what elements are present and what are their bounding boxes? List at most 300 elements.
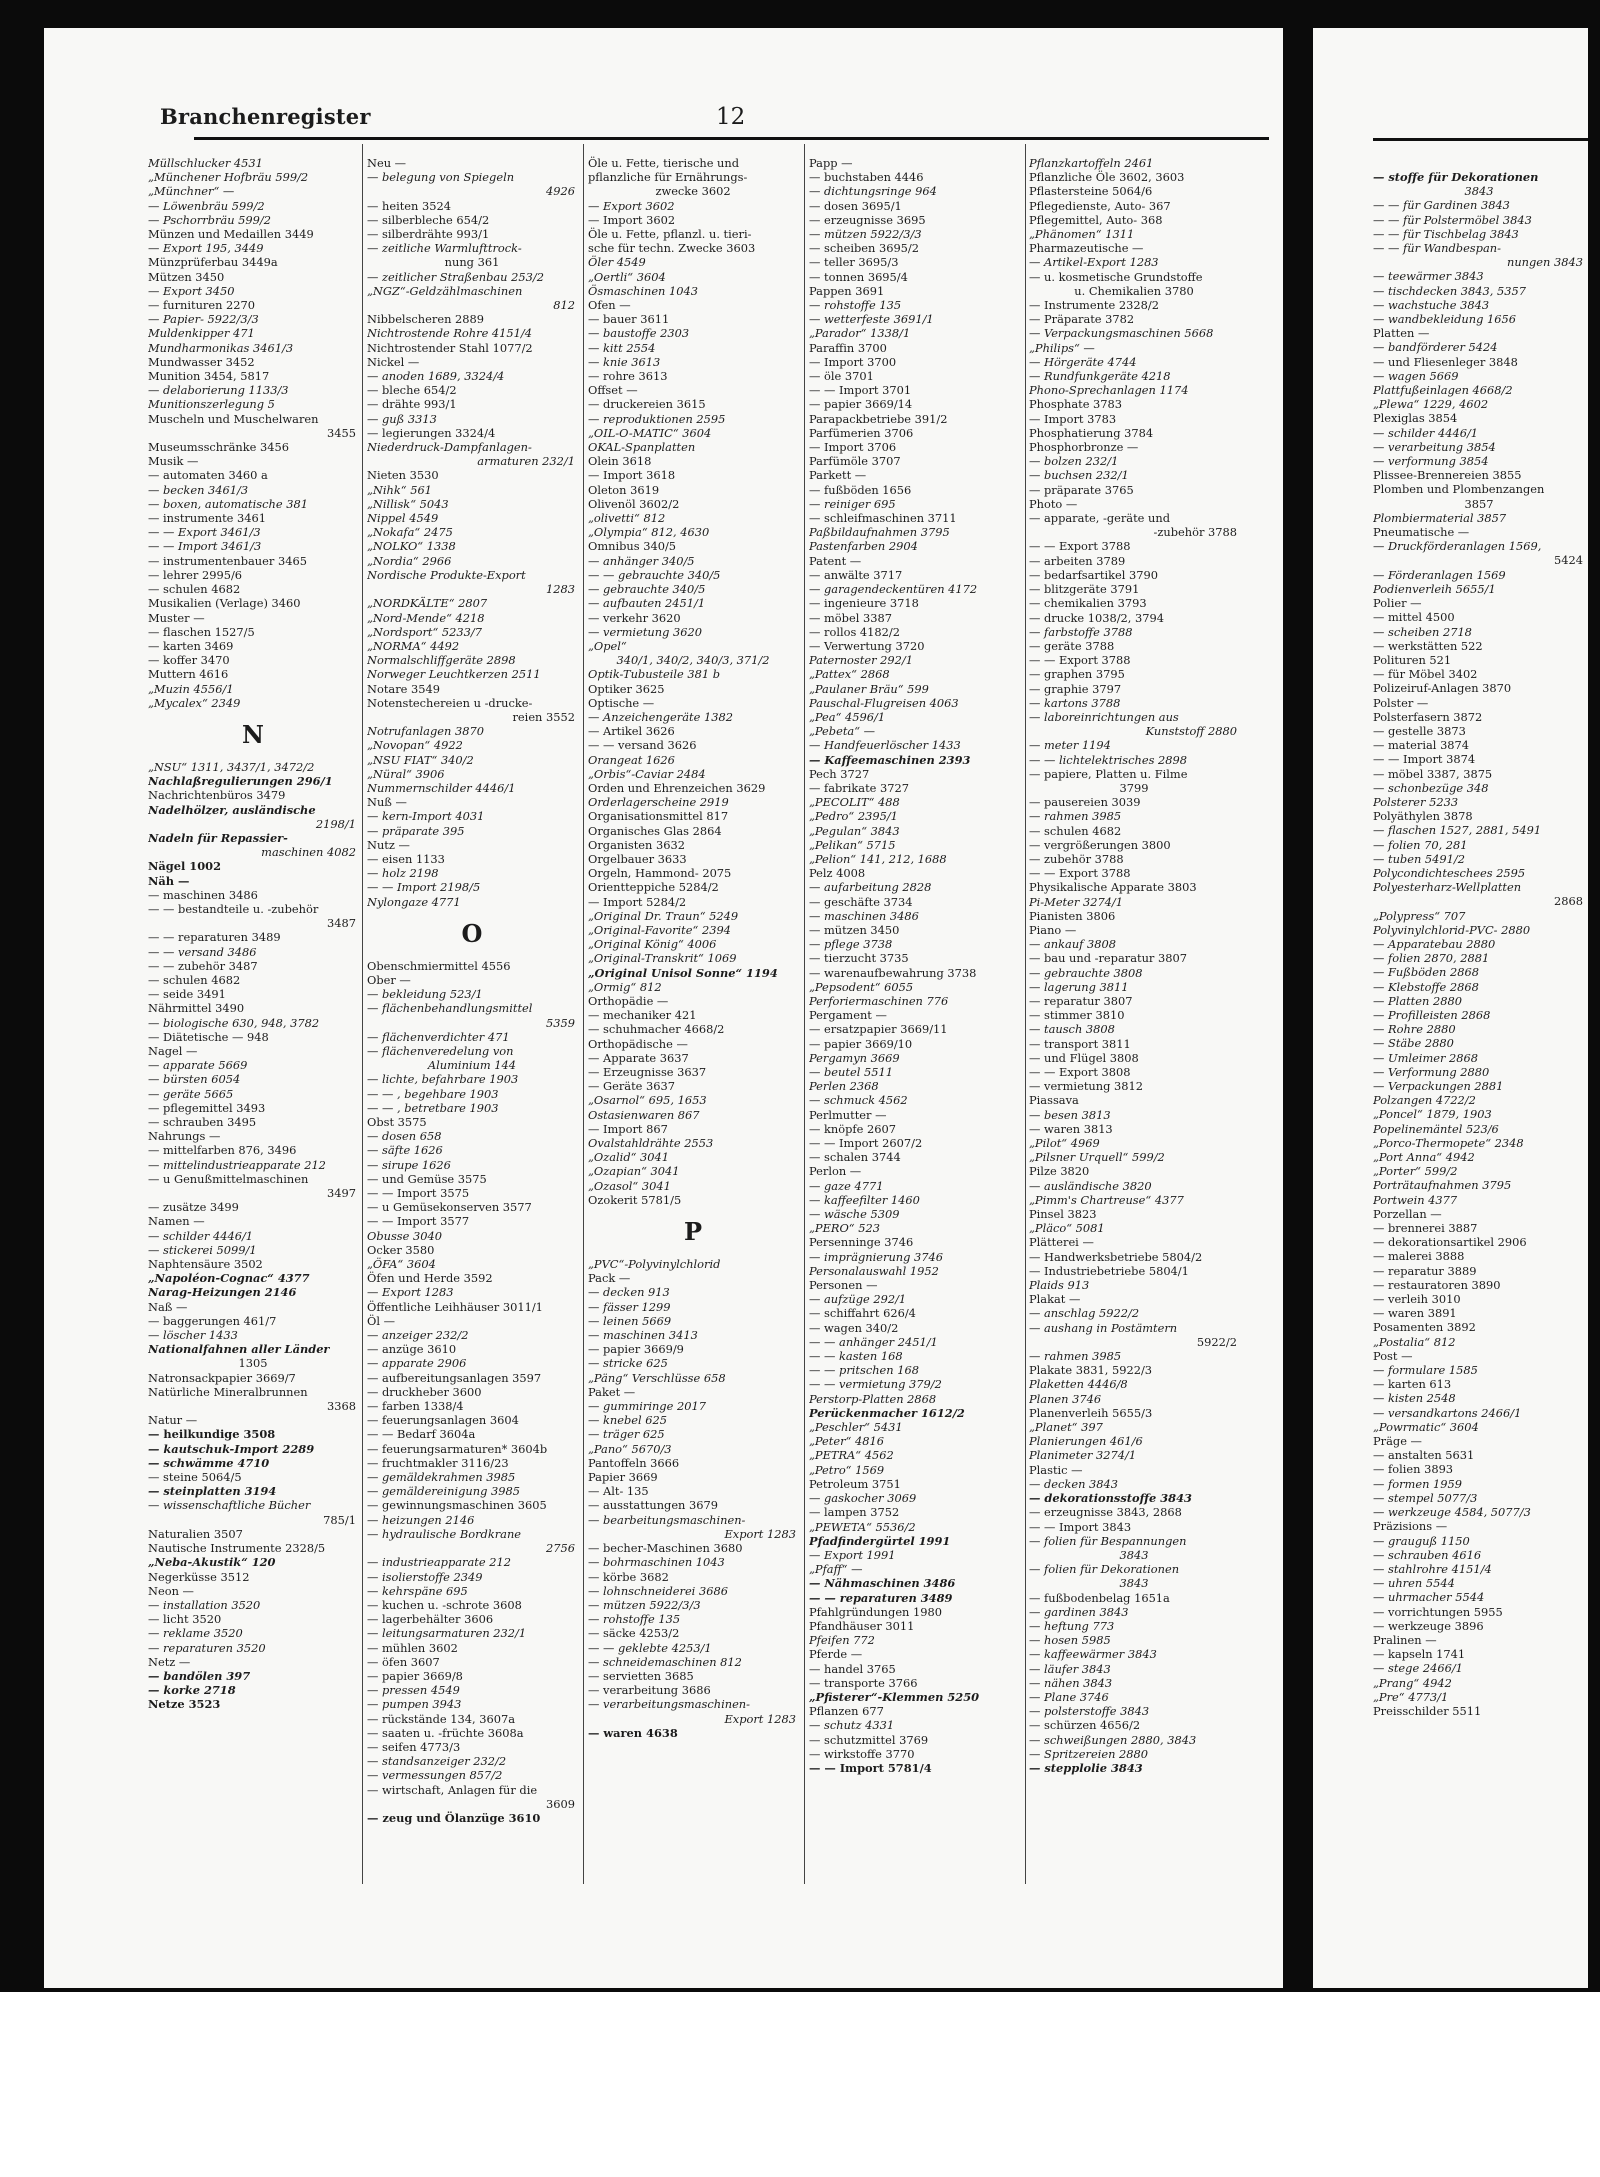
index-entry: „Polypress“ 707 [1373, 908, 1466, 923]
index-entry: — verarbeitungsmaschinen- [588, 1697, 750, 1712]
index-entry: — anoden 1689, 3324/4 [367, 369, 505, 384]
index-entry: — lagerung 3811 [1029, 979, 1129, 994]
index-entry: — knie 3613 [588, 354, 661, 369]
index-entry: — tausch 3808 [1029, 1022, 1115, 1037]
index-entry: Ovalstahldrähte 2553 [588, 1136, 714, 1151]
index-entry: — präparate 395 [367, 823, 465, 838]
index-entry: — schilder 4446/1 [148, 1228, 254, 1243]
index-entry: „Parador“ 1338/1 [809, 326, 911, 341]
index-entry: — Erzeugnisse 3637 [588, 1065, 707, 1079]
index-entry: — boxen, automatische 381 [148, 496, 308, 511]
index-entry: Phono-Sprechanlagen 1174 [1029, 383, 1189, 398]
index-entry-continuation: 2198/1 [315, 816, 356, 831]
index-entry: — decken 913 [588, 1285, 670, 1300]
index-entry: — gemäldekrahmen 3985 [367, 1470, 516, 1485]
index-entry: — reparatur 3807 [1029, 993, 1133, 1008]
index-entry: — teller 3695/3 [809, 255, 899, 270]
index-entry: — mittelindustrieapparate 212 [148, 1157, 326, 1172]
index-entry: — anstalten 5631 [1373, 1448, 1475, 1463]
index-entry: — drähte 993/1 [367, 397, 457, 412]
index-entry: — legierungen 3324/4 [367, 425, 496, 440]
index-entry: — becken 3461/3 [148, 482, 249, 497]
index-entry-continuation: 3455 [327, 425, 356, 440]
index-entry: Polizeiruf-Anlagen 3870 [1373, 681, 1512, 696]
index-entry: „Nihk“ 561 [367, 482, 432, 497]
index-entry: — Export 195, 3449 [148, 241, 264, 256]
index-entry: — wirkstoffe 3770 [809, 1746, 915, 1761]
index-entry: Polsterer 5233 [1373, 794, 1459, 809]
index-entry: — schrauben 4616 [1373, 1547, 1482, 1562]
index-entry: — werkzeuge 3896 [1373, 1618, 1484, 1633]
index-entry: — — für Gardinen 3843 [1373, 198, 1510, 213]
index-entry: — licht 3520 [148, 1612, 222, 1627]
index-entry: — schmuck 4562 [809, 1093, 908, 1108]
index-entry: „Powrmatic“ 3604 [1373, 1419, 1479, 1434]
index-entry: — gummiringe 2017 [588, 1399, 706, 1414]
index-entry: — — Export 3461/3 [148, 525, 261, 540]
index-entry: — mechaniker 421 [588, 1008, 697, 1023]
index-entry: — tonnen 3695/4 [809, 269, 908, 284]
page-number: 12 [716, 104, 746, 130]
index-entry: — graphie 3797 [1029, 681, 1122, 696]
index-entry: — gebrauchte 340/5 [588, 582, 706, 597]
index-entry: — chemikalien 3793 [1029, 596, 1147, 611]
index-entry: „Oertli“ 3604 [588, 269, 666, 284]
index-entry: — waren 3891 [1373, 1306, 1457, 1321]
index-entry: Pastenfarben 2904 [809, 539, 918, 554]
index-entry: — körbe 3682 [588, 1569, 669, 1584]
index-entry: Nationalfahnen aller Länder [148, 1342, 330, 1357]
index-entry: — säfte 1626 [367, 1143, 443, 1158]
index-entry: — farbstoffe 3788 [1029, 624, 1133, 639]
index-entry: — lampen 3752 [809, 1505, 900, 1520]
index-entry: — aushang in Postämtern [1029, 1320, 1178, 1335]
index-entry: Perlon — [809, 1164, 862, 1179]
index-entry: — steine 5064/5 [148, 1470, 242, 1485]
index-entry: Pappen 3691 [809, 283, 885, 298]
index-entry: — bandölen 397 [148, 1668, 251, 1683]
index-entry: Polyäthylen 3878 [1373, 809, 1473, 824]
index-entry: Musik — [148, 454, 199, 469]
index-entry: — Artikel-Export 1283 [1029, 255, 1159, 270]
index-entry: „NORDKÄLTE“ 2807 [367, 596, 488, 611]
index-entry: „OIL-O-MATIC“ 3604 [588, 425, 712, 440]
index-entry: — rahmen 3985 [1029, 1349, 1122, 1364]
index-entry: — imprägnierung 3746 [809, 1249, 944, 1264]
index-entry: Paket — [588, 1384, 636, 1399]
index-entry: Plombiermaterial 3857 [1373, 510, 1507, 525]
index-entry: — Import 867 [588, 1121, 668, 1136]
index-entry: „Petro“ 1569 [809, 1462, 885, 1477]
section-letter: P [683, 1217, 703, 1247]
index-entry: — instrumentenbauer 3465 [148, 553, 307, 568]
index-entry: — läufer 3843 [1029, 1661, 1111, 1676]
index-entry: — scheiben 3695/2 [809, 241, 920, 256]
index-entry: — mützen 5922/3/3 [588, 1597, 701, 1612]
index-entry: — rohstoffe 135 [809, 298, 902, 313]
index-entry: Mundwasser 3452 [148, 354, 255, 369]
index-entry: Muscheln und Muschelwaren [148, 411, 319, 426]
index-entry: Planierungen 461/6 [1029, 1434, 1143, 1449]
index-entry: Obusse 3040 [367, 1228, 443, 1243]
index-entry: — fässer 1299 [588, 1299, 671, 1314]
index-entry: — wissenschaftliche Bücher [148, 1498, 311, 1513]
index-entry: — kautschuk-Import 2289 [148, 1441, 315, 1456]
index-entry: Muster — [148, 610, 205, 625]
column-rule [1025, 144, 1026, 1884]
index-entry: — lagerbehälter 3606 [367, 1612, 494, 1627]
index-entry: — Verformung 2880 [1373, 1064, 1490, 1079]
index-entry: — leinen 5669 [588, 1313, 672, 1328]
index-entry: „Nüral“ 3906 [367, 766, 445, 781]
index-entry: Orden und Ehrenzeichen 3629 [588, 780, 766, 795]
running-title: Branchenregister [160, 104, 371, 129]
index-entry: — bleche 654/2 [367, 383, 457, 398]
index-entry: „Philips“ — [1029, 340, 1095, 355]
index-entry: — schulen 4682 [148, 582, 241, 597]
index-entry: — verformung 3854 [1373, 454, 1489, 469]
index-entry: — automaten 3460 a [148, 468, 268, 483]
index-entry: — lohnschneiderei 3686 [588, 1583, 728, 1598]
index-entry: — druckereien 3615 [588, 397, 706, 412]
index-entry: — papier 3669/8 [367, 1668, 463, 1683]
index-entry: — folien für Dekorationen [1029, 1562, 1180, 1577]
index-entry: „Mycalex“ 2349 [148, 695, 241, 710]
index-entry: Münzen und Medaillen 3449 [148, 227, 314, 242]
index-entry: Orthopädie — [588, 993, 669, 1008]
index-entry: — polsterstoffe 3843 [1029, 1704, 1150, 1719]
index-entry: „Pilsner Urquell“ 599/2 [1029, 1150, 1165, 1165]
index-entry: — Apparatebau 2880 [1373, 936, 1496, 951]
index-entry: Nadelhölzer, ausländische [148, 802, 316, 817]
index-entry: — Apparate 3637 [588, 1050, 689, 1065]
index-entry: „Port Anna“ 4942 [1373, 1150, 1475, 1165]
index-entry: „Opel“ [588, 638, 627, 653]
index-entry: — wandbekleidung 1656 [1373, 312, 1517, 327]
index-entry-continuation: nungen 3843 [1507, 255, 1583, 270]
index-entry: Parkett — [809, 468, 867, 483]
index-entry: — möbel 3387, 3875 [1373, 766, 1493, 781]
index-entry: Polituren 521 [1373, 652, 1452, 667]
index-entry: „Ormig“ 812 [588, 979, 662, 994]
index-entry: — feuerungsanlagen 3604 [367, 1413, 519, 1428]
index-entry: Pech 3727 [809, 766, 870, 781]
index-entry-continuation: 3497 [327, 1186, 356, 1201]
section-letter: O [461, 918, 483, 948]
index-entry: Neu — [367, 156, 407, 170]
index-entry: „Pläco“ 5081 [1029, 1221, 1105, 1236]
index-entry: — möbel 3387 [809, 610, 892, 625]
index-entry-continuation: 785/1 [323, 1512, 356, 1527]
index-entry: — papier 3669/9 [588, 1342, 684, 1357]
index-entry: — — Import 3843 [1029, 1519, 1132, 1534]
index-entry: — geräte 3788 [1029, 638, 1115, 653]
index-entry: — Druckförderanlagen 1569, [1373, 539, 1542, 554]
index-entry: Pfahlgründungen 1980 [809, 1604, 943, 1619]
index-entry: Nieten 3530 [367, 468, 439, 483]
index-entry: — — lichtelektrisches 2898 [1029, 752, 1188, 767]
index-entry: — Instrumente 2328/2 [1029, 298, 1159, 313]
index-entry: „Original Dr. Traun“ 5249 [588, 908, 739, 923]
index-entry: — mittel 4500 [1373, 610, 1455, 625]
index-entry: — handel 3765 [809, 1661, 896, 1676]
index-entry: Pflastersteine 5064/6 [1029, 184, 1153, 199]
index-entry: — schutzmittel 3769 [809, 1732, 929, 1747]
index-entry: — Förderanlagen 1569 [1373, 567, 1506, 582]
index-entry: Personen — [809, 1278, 878, 1293]
index-entry: — kapseln 1741 [1373, 1647, 1466, 1662]
index-entry-continuation: Export 1283 [724, 1526, 796, 1541]
index-entry: — druckheber 3600 [367, 1384, 482, 1399]
index-entry: — uhren 5544 [1373, 1576, 1455, 1591]
index-entry: — — gebrauchte 340/5 [588, 567, 721, 582]
index-entry: — Handwerksbetriebe 5804/2 [1029, 1249, 1203, 1264]
index-entry: — präparate 3765 [1029, 482, 1134, 497]
index-entry: „PECOLIT“ 488 [809, 795, 900, 810]
index-entry: — drucke 1038/2, 3794 [1029, 610, 1165, 625]
index-entry: Niederdruck-Dampfanlagen- [367, 440, 532, 455]
index-entry: — decken 3843 [1029, 1476, 1119, 1491]
index-entry-continuation: 1283 [546, 582, 575, 597]
index-entry: — wachstuche 3843 [1373, 297, 1490, 312]
index-entry: Musikalien (Verlage) 3460 [148, 596, 301, 611]
index-entry: — — Import 3577 [367, 1214, 470, 1229]
index-entry: pflanzliche für Ernährungs- [588, 170, 748, 185]
index-entry: Pflanzliche Öle 3602, 3603 [1029, 170, 1185, 185]
index-entry: — tierzucht 3735 [809, 951, 909, 966]
index-entry: Polyesterharz-Wellplatten [1373, 880, 1522, 895]
index-entry: „NGZ“-Geldzählmaschinen [367, 283, 523, 298]
index-entry: Perforiermaschinen 776 [809, 993, 949, 1008]
index-entry: „Pano“ 5670/3 [588, 1441, 672, 1456]
index-entry: — hydraulische Bordkrane [367, 1526, 522, 1541]
index-entry: — — für Polstermöbel 3843 [1373, 212, 1532, 227]
index-entry-continuation: 3609 [546, 1796, 575, 1811]
index-entry-continuation: 3487 [327, 916, 356, 931]
index-entry-continuation: u. Chemikalien 3780 [1074, 283, 1194, 298]
index-entry: Omnibus 340/5 [588, 539, 677, 554]
index-entry: — baustoffe 2303 [588, 326, 690, 341]
index-entry: Parfümerien 3706 [809, 425, 914, 440]
index-entry: Ocker 3580 [367, 1242, 435, 1257]
index-entry: „Pegulan“ 3843 [809, 823, 900, 838]
index-entry: Pflanzen 677 [809, 1704, 884, 1719]
index-entry: „Nillisk“ 5043 [367, 496, 449, 511]
index-entry: — Spritzereien 2880 [1029, 1746, 1149, 1761]
index-entry: — hosen 5985 [1029, 1633, 1111, 1648]
index-entry: — ausländische 3820 [1029, 1178, 1152, 1193]
index-entry: — aufbereitungsanlagen 3597 [367, 1370, 542, 1385]
index-entry: Ofen — [588, 298, 631, 313]
index-entry: „ÖFA“ 3604 [367, 1257, 436, 1272]
index-entry: „NORMA“ 4492 [367, 638, 460, 653]
index-entry: Popelinemäntel 523/6 [1373, 1121, 1499, 1136]
index-entry: Plakate 3831, 5922/3 [1029, 1363, 1153, 1378]
index-entry: — werkzeuge 4584, 5077/3 [1373, 1505, 1531, 1520]
index-entry: — Geräte 3637 [588, 1079, 676, 1094]
index-entry: Post — [1373, 1348, 1413, 1363]
index-entry: Mützen 3450 [148, 269, 225, 284]
index-entry: „PVC“-Polyvinylchlorid [588, 1257, 721, 1272]
index-entry: — rollos 4182/2 [809, 624, 900, 639]
index-entry: — Import 5284/2 [588, 894, 687, 909]
index-entry: — — Export 3788 [1029, 866, 1131, 881]
index-entry: — Artikel 3626 [588, 724, 675, 739]
index-entry: Orderlagerscheine 2919 [588, 795, 729, 810]
index-entry: — Löwenbräu 599/2 [148, 198, 265, 213]
index-entry: — — reparaturen 3489 [148, 930, 281, 945]
index-entry: Netze 3523 [148, 1697, 221, 1712]
index-entry: Pflegedienste, Auto- 367 [1029, 198, 1171, 213]
index-entry: Pergamyn 3669 [809, 1050, 900, 1065]
index-entry: „Neba-Akustik“ 120 [148, 1555, 276, 1570]
index-entry: — nähen 3843 [1029, 1675, 1113, 1690]
index-entry: — wagen 340/2 [809, 1320, 899, 1335]
index-entry: — schleifmaschinen 3711 [809, 511, 957, 526]
index-entry: — rohre 3613 [588, 369, 668, 384]
index-entry: — träger 625 [588, 1427, 665, 1442]
index-entry: Nibbelscheren 2889 [367, 312, 485, 327]
index-entry: — gemäldereinigung 3985 [367, 1484, 520, 1499]
index-entry: „Napoléon-Cognac“ 4377 [148, 1271, 310, 1286]
index-entry: — schürzen 4656/2 [1029, 1718, 1141, 1733]
index-entry: — gardinen 3843 [1029, 1604, 1129, 1619]
index-entry: — garagendeckentüren 4172 [809, 582, 978, 597]
index-entry: — wetterfeste 3691/1 [809, 312, 934, 327]
index-entry: Paraffin 3700 [809, 340, 887, 355]
index-entry: — industrieapparate 212 [367, 1555, 511, 1570]
index-entry: — Pschorrbräu 599/2 [148, 212, 271, 227]
index-entry: — und Flügel 3808 [1029, 1050, 1139, 1065]
index-entry: — geräte 5665 [148, 1086, 234, 1101]
index-entry: — kaffeefilter 1460 [809, 1192, 920, 1207]
left-page [44, 28, 1283, 1988]
index-entry: — becher-Maschinen 3680 [588, 1541, 743, 1556]
index-entry: — stimmer 3810 [1029, 1008, 1125, 1023]
index-entry: Pauschal-Flugreisen 4063 [809, 695, 959, 710]
index-entry: — kitt 2554 [588, 340, 656, 355]
index-entry: Pianisten 3806 [1029, 908, 1116, 923]
index-entry: — flächenveredelung von [367, 1043, 514, 1058]
index-entry: Norweger Leuchtkerzen 2511 [367, 667, 541, 682]
index-entry: — ausstattungen 3679 [588, 1498, 719, 1513]
index-entry: — aufbauten 2451/1 [588, 596, 706, 611]
index-entry: — — zubehör 3487 [148, 958, 258, 973]
index-entry: — anschlag 5922/2 [1029, 1306, 1140, 1321]
index-entry-continuation: 340/1, 340/2, 340/3, 371/2 [616, 653, 770, 668]
index-entry: — kaffeewärmer 3843 [1029, 1647, 1157, 1662]
index-entry: — u Genußmittelmaschinen [148, 1171, 309, 1186]
index-column-3 [588, 156, 798, 1740]
index-entry: — standsanzeiger 232/2 [367, 1754, 507, 1769]
index-entry: — kern-Import 4031 [367, 809, 485, 824]
index-entry: — rückstände 134, 3607a [367, 1711, 516, 1726]
index-entry: — Umleimer 2868 [1373, 1050, 1479, 1065]
index-entry: Öle u. Fette, tierische und [588, 156, 740, 170]
index-entry: Piano — [1029, 922, 1077, 937]
index-entry: — silberdrähte 993/1 [367, 227, 490, 242]
index-entry: — pressen 4549 [367, 1683, 460, 1698]
index-entry: Präzisions — [1373, 1519, 1448, 1534]
index-entry: Pharmazeutische — [1029, 241, 1144, 256]
index-entry: — heilkundige 3508 [148, 1427, 276, 1442]
index-entry: Paßbildaufnahmen 3795 [809, 525, 950, 540]
index-entry: — bolzen 232/1 [1029, 454, 1119, 469]
index-entry: „Pre“ 4773/1 [1373, 1689, 1449, 1704]
index-entry: — vorrichtungen 5955 [1373, 1604, 1503, 1619]
index-entry-continuation: 2756 [546, 1541, 575, 1556]
index-entry: — verkehr 3620 [588, 610, 681, 625]
index-entry: — schulen 4682 [1029, 823, 1122, 838]
index-entry: Ober — [367, 972, 411, 987]
index-entry: — verarbeitung 3686 [588, 1683, 711, 1698]
index-entry: — apparate 2906 [367, 1356, 467, 1371]
index-entry: — — Export 3788 [1029, 653, 1131, 668]
index-entry: — fußböden 1656 [809, 482, 912, 497]
index-entry: Planenverleih 5655/3 [1029, 1405, 1153, 1420]
index-entry: — wäsche 5309 [809, 1207, 900, 1222]
index-entry: Öle u. Fette, pflanzl. u. tieri- [588, 227, 752, 242]
index-entry: — beutel 5511 [809, 1065, 893, 1079]
index-entry: — Alt- 135 [588, 1484, 649, 1499]
index-entry: — anhänger 340/5 [588, 553, 695, 568]
index-entry: „NSU“ 1311, 3437/1, 3472/2 [148, 759, 315, 774]
index-entry: — schiffahrt 626/4 [809, 1306, 916, 1321]
index-entry: — Export 3602 [588, 198, 675, 213]
index-entry: Pralinen — [1373, 1632, 1437, 1647]
index-entry: Orgeln, Hammond- 2075 [588, 866, 732, 881]
index-entry: Parapackbetriebe 391/2 [809, 411, 948, 426]
index-entry: Papp — [809, 156, 853, 170]
index-entry: — rohstoffe 135 [588, 1612, 681, 1627]
index-entry: Physikalische Apparate 3803 [1029, 880, 1197, 895]
index-entry: Nippel 4549 [367, 511, 439, 526]
index-entry: — vermessungen 857/2 [367, 1768, 503, 1783]
index-entry: — bürsten 6054 [148, 1072, 241, 1087]
index-entry: Orangeat 1626 [588, 752, 675, 767]
index-entry: — — geklebte 4253/1 [588, 1640, 712, 1655]
index-entry: — reklame 3520 [148, 1626, 243, 1641]
index-entry: Pantoffeln 3666 [588, 1455, 680, 1470]
index-entry: Notenstechereien u -drucke- [367, 695, 533, 710]
index-entry: — öfen 3607 [367, 1654, 440, 1669]
index-entry: Pack — [588, 1271, 631, 1286]
index-entry: — — Import 5781/4 [809, 1760, 932, 1775]
index-entry: — blitzgeräte 3791 [1029, 582, 1140, 597]
index-entry: — schrauben 3495 [148, 1115, 257, 1129]
index-entry: — stepplolie 3843 [1029, 1760, 1143, 1775]
index-entry: Pinsel 3823 [1029, 1207, 1097, 1222]
index-entry: Podienverleih 5655/1 [1373, 581, 1496, 596]
index-entry: — stoffe für Dekorationen [1373, 170, 1539, 184]
index-entry-continuation: reien 3552 [512, 709, 575, 724]
index-entry-continuation: armaturen 232/1 [477, 454, 575, 469]
scan-border-bottom [0, 1988, 1600, 1992]
index-entry: — gaze 4771 [809, 1178, 884, 1193]
index-entry: Polyvinylchlorid-PVC- 2880 [1373, 922, 1531, 937]
index-entry: „Original-Transkrit“ 1069 [588, 951, 737, 966]
index-entry: — stege 2466/1 [1373, 1661, 1463, 1676]
index-entry: — baggerungen 461/7 [148, 1313, 277, 1328]
index-entry: — papiere, Platten u. Filme [1029, 766, 1188, 781]
index-entry: Planimeter 3274/1 [1029, 1448, 1137, 1463]
index-entry: Öfen und Herde 3592 [367, 1271, 493, 1286]
index-entry: Nägel 1002 [148, 859, 221, 874]
index-entry: Namen — [148, 1214, 205, 1229]
index-entry: — Plane 3746 [1029, 1689, 1109, 1704]
index-entry: — korke 2718 [148, 1683, 236, 1698]
header-rule [1373, 138, 1588, 141]
